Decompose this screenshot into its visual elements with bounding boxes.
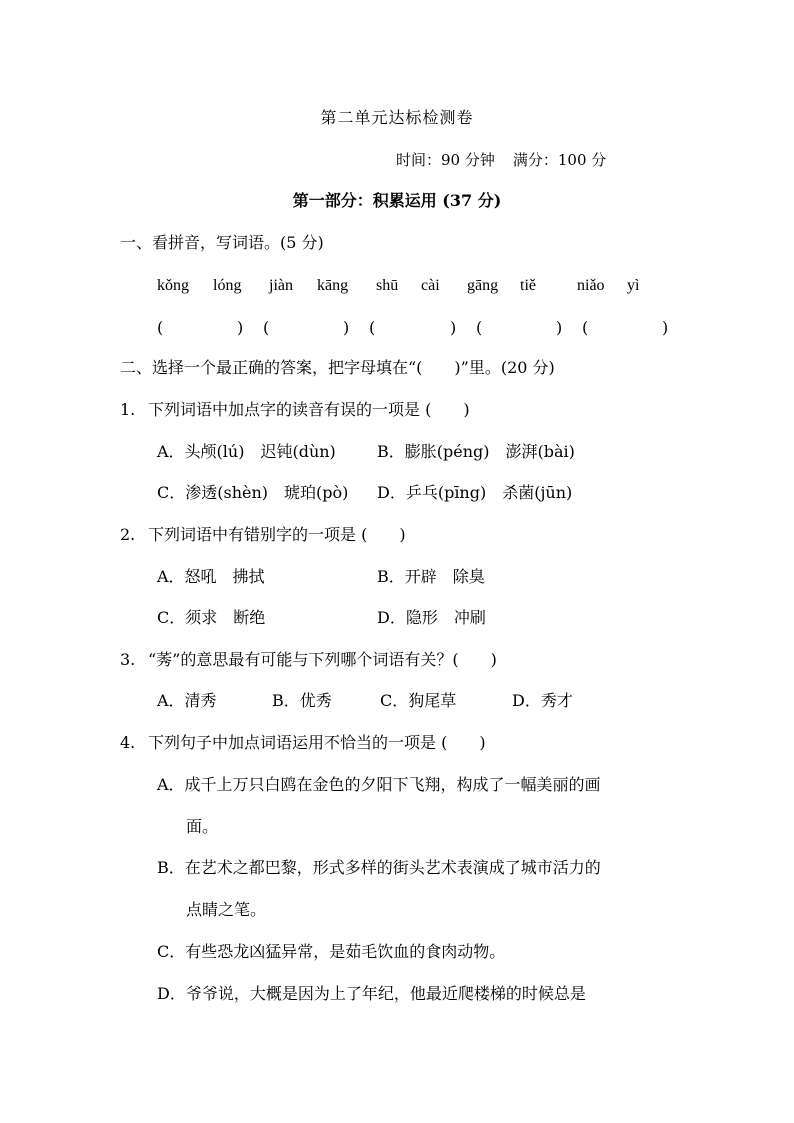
question-text: “莠”的意思最有可能与下列哪个词语有关？( ) [148,650,497,669]
option-c: C．须求 断绝 [157,608,266,627]
option-a: A．清秀 [157,691,217,710]
option-b-continued: 点睛之笔。 [186,900,267,919]
close-paren: ) [450,318,457,337]
option-a-continued: 面。 [186,817,219,836]
close-paren: ) [662,318,669,337]
option-b: B．开辟 除臭 [377,567,485,586]
question-number: 1. [120,400,136,419]
pinyin-syllable: yì [627,277,640,294]
open-paren: ( [157,318,164,337]
section1-title: 一、看拼音，写词语。(5 分) [120,233,324,252]
option-b: B．在艺术之都巴黎，形式多样的街头艺术表演成了城市活力的 [157,858,601,877]
option-d: D．爷爷说，大概是因为上了年纪，他最近爬楼梯的时候总是 [157,984,586,1003]
pinyin-syllable: tiě [520,277,536,294]
time-limit: 时间：90 分钟 [396,151,495,169]
question-number: 3. [120,650,136,669]
full-score: 满分：100 分 [512,151,607,169]
question-number: 4. [120,733,136,752]
pinyin-syllable: shū [376,277,399,294]
open-paren: ( [476,318,483,337]
open-paren: ( [582,318,589,337]
part-heading: 第一部分：积累运用 (37 分) [292,191,502,210]
option-a: A．头颅(lú) 迟钝(dùn) [157,442,336,461]
exam-meta [396,150,624,170]
question-text: 下列词语中有错别字的一项是 ( ) [148,525,406,544]
open-paren: ( [369,318,376,337]
option-d: D．乒乓(pīng) 杀菌(jūn) [377,483,573,502]
option-a: A．怒吼 拂拭 [157,567,265,586]
close-paren: ) [343,318,350,337]
pinyin-syllable: jiàn [269,277,293,294]
option-b: B．膨胀(péng) 澎湃(bài) [377,442,575,461]
pinyin-syllable: lóng [213,277,242,294]
question-text: 下列词语中加点字的读音有误的一项是 ( ) [148,400,470,419]
pinyin-syllable: gāng [467,277,499,294]
option-c: C．渗透(shèn) 琥珀(pò) [157,483,349,502]
question-number: 2. [120,525,136,544]
pinyin-syllable: kǒng [157,277,189,294]
pinyin-syllable: niǎo [577,277,605,294]
close-paren: ) [237,318,244,337]
page-title: 第二单元达标检测卷 [320,108,474,127]
question-text: 下列句子中加点词语运用不恰当的一项是 ( ) [148,733,486,752]
option-a: A．成千上万只白鸥在金色的夕阳下飞翔，构成了一幅美丽的画 [157,775,601,794]
pinyin-syllable: cài [421,277,440,294]
option-d: D．秀才 [512,691,573,710]
close-paren: ) [556,318,563,337]
option-c: C．有些恐龙凶猛异常，是茹毛饮血的食肉动物。 [157,942,506,961]
option-d: D．隐形 冲刷 [377,608,486,627]
option-c: C．狗尾草 [380,691,457,710]
section2-title: 二、选择一个最正确的答案，把字母填在“( )”里。(20 分) [120,358,555,377]
open-paren: ( [263,318,270,337]
option-b: B．优秀 [272,691,332,710]
pinyin-syllable: kāng [317,277,349,294]
